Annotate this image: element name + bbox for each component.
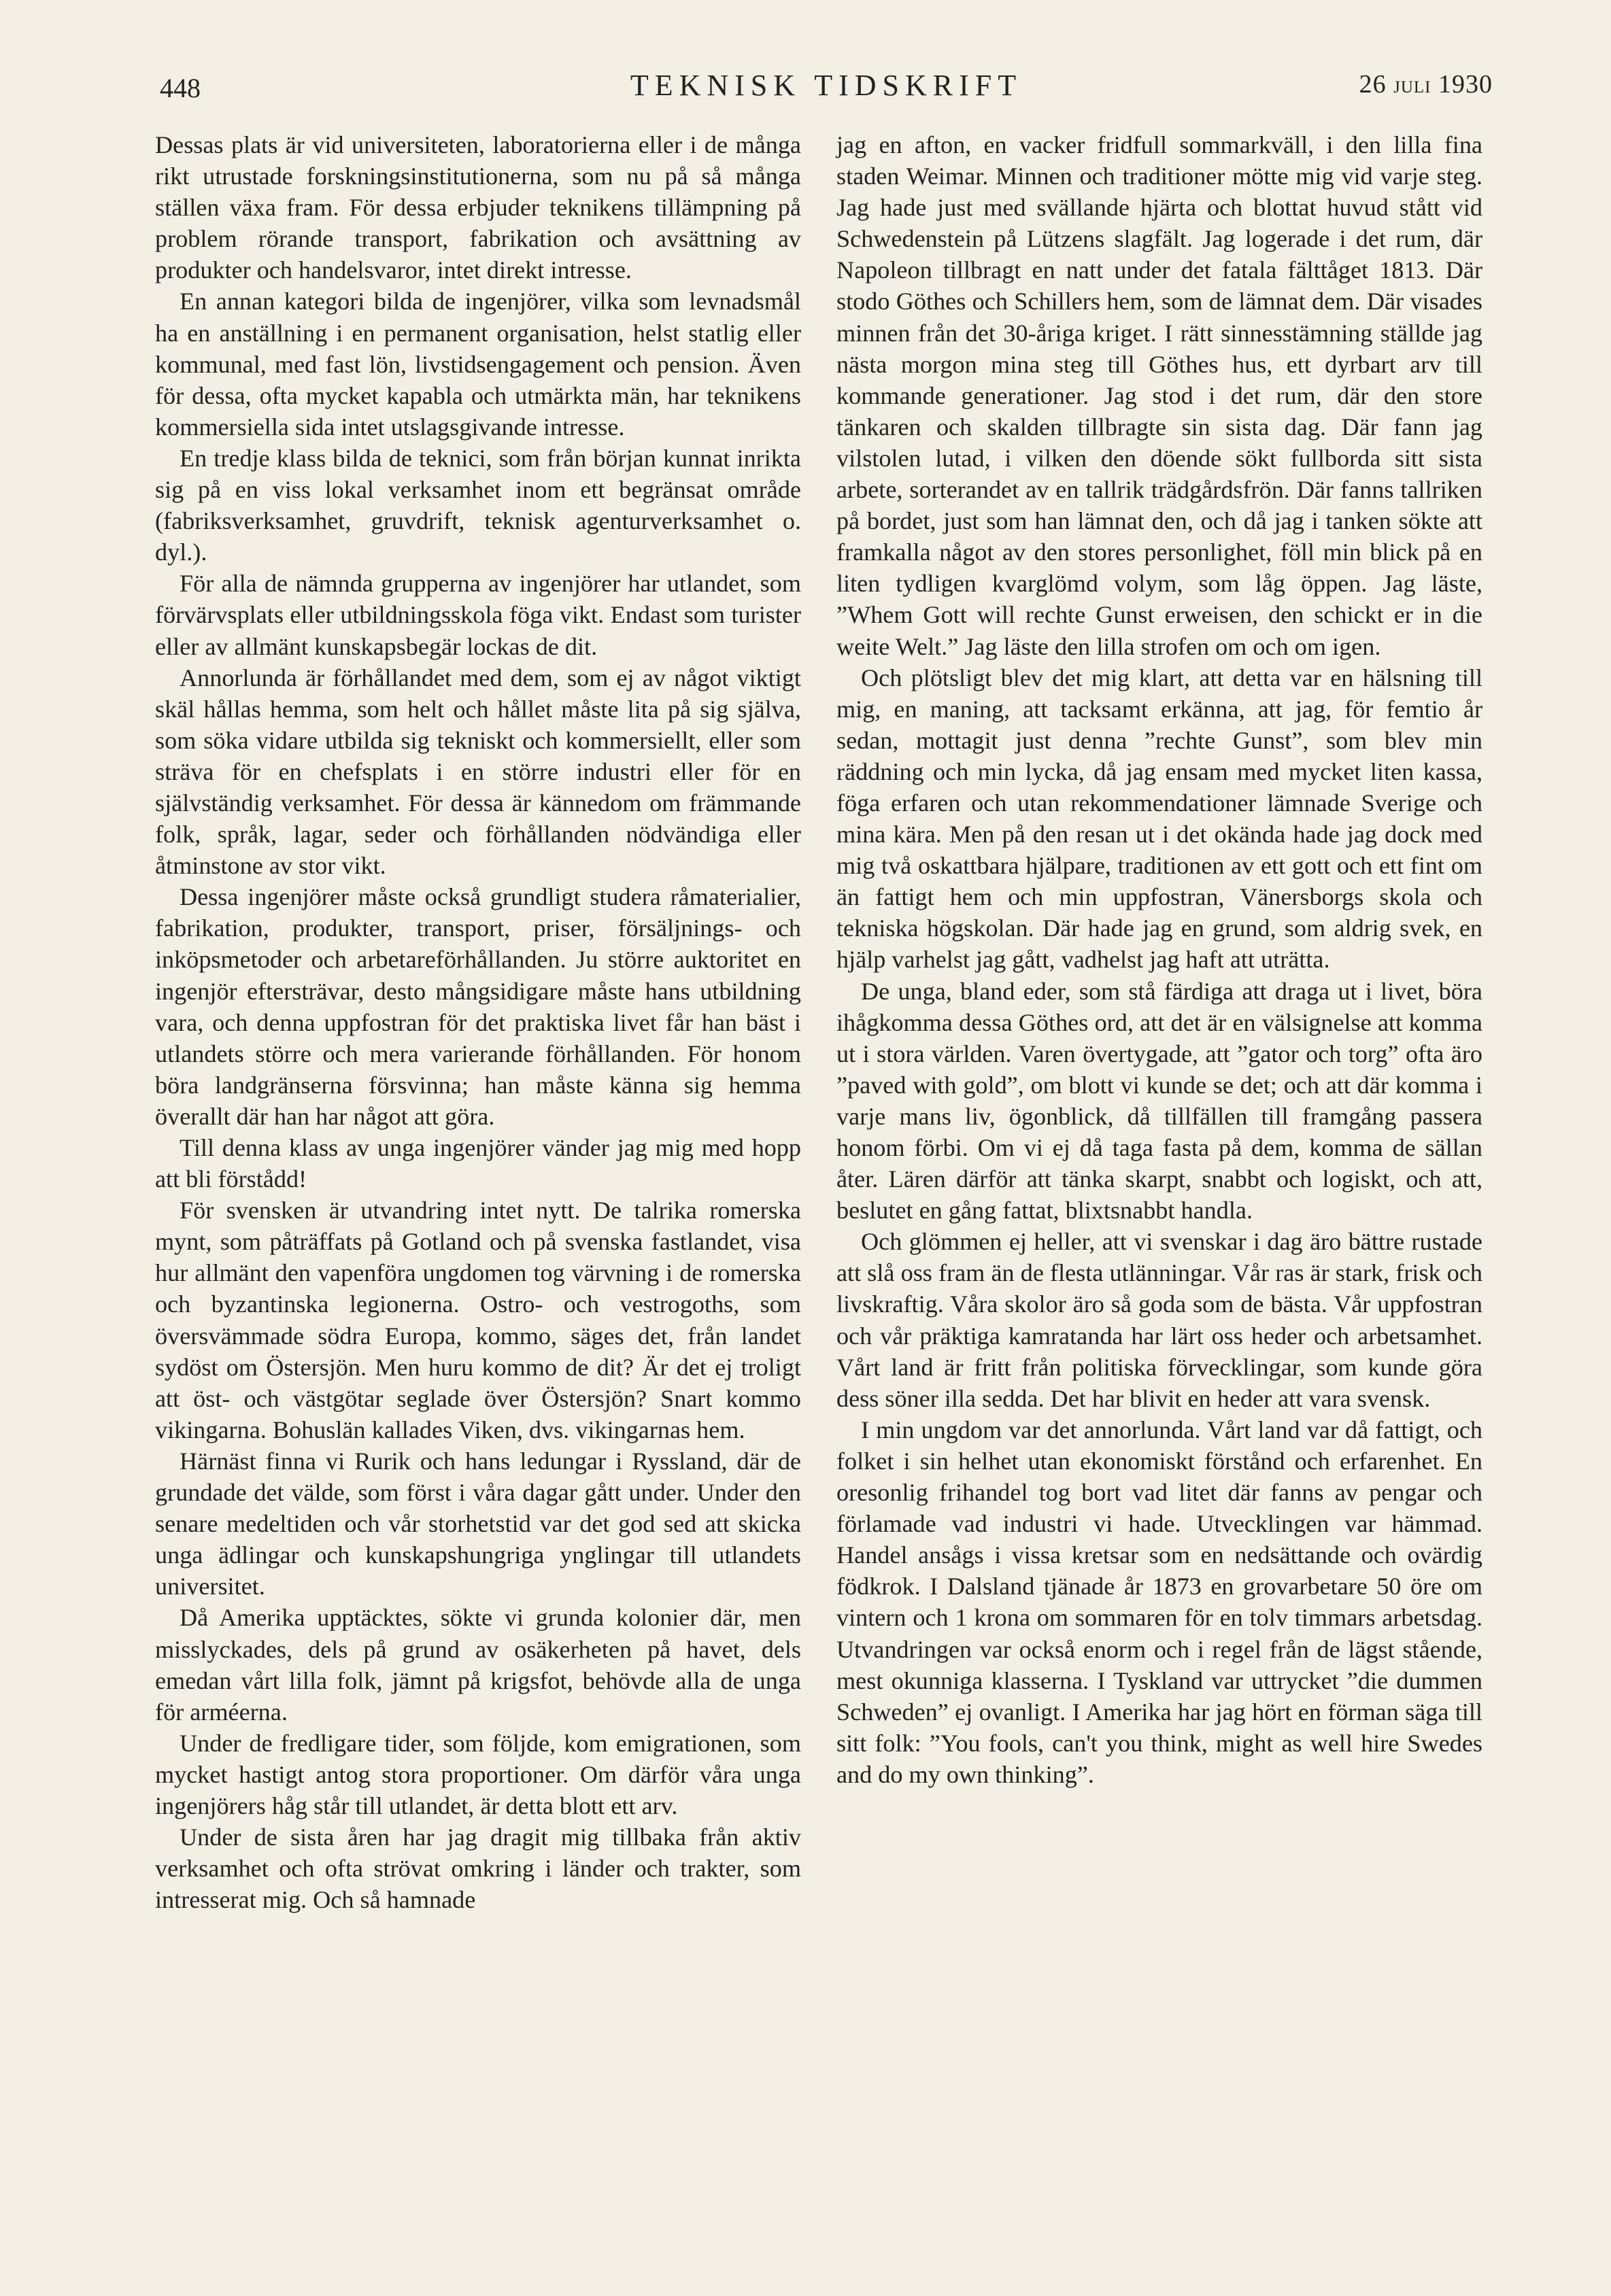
- paragraph: jag en afton, en vacker fridfull sommarkväll, i den lilla fina staden Weimar. Minnen och traditioner mötte mig vid varje steg. Jag hade just med svällande hjärta och blottat huvud stått vid Schwedenstein på Lützens slagfält. Jag logerade i det rum, där Napoleon tillbragt en natt under det fatala fälttåget 1813. Där stodo Göthes och Schillers hem, som de lämnat dem. Där visades minnen från det 30-åriga kriget. I rätt sinnesstämning ställde jag nästa morgon mina steg till Göthes hus, ett dyrbart arv till kommande generationer. Jag stod i det rum, där den store tänkaren och skalden tillbragte sin sista dag. Där fann jag vilstolen lutad, i vilken den döende sökt fullborda sitt sista arbete, sorterandet av en tallrik trädgårdsfrön. Där fanns tallriken på bordet, just som han lämnat den, och då jag i tanken sökte att framkalla något av den stores personlighet, föll min blick på en liten tydligen kvarglömd volym, som låg öppen. Jag läste, ”Whem Gott will rechte Gunst erweisen, den schickt er in die weite Welt.” Jag läste den lilla strofen om och om igen.: [836, 131, 1482, 660]
- paragraph: En tredje klass bilda de teknici, som från början kunnat inrikta sig på en viss lokal verksamhet inom ett begränsat område (fabriksverksamhet, gruvdrift, teknisk agenturverksamhet o. dyl.).: [155, 444, 801, 566]
- paragraph: Under de sista åren har jag dragit mig tillbaka från aktiv verksamhet och ofta strövat omkring i länder och trakter, som intresserat mig. Och så hamnade: [155, 1823, 801, 1914]
- paragraph: Dessa ingenjörer måste också grundligt studera råmaterialier, fabrikation, produkter, transport, priser, försäljnings- och inköpsmetoder och arbetareförhållanden. Ju större auktoritet en ingenjör eftersträvar, desto mångsidigare måste hans utbildning vara, och denna uppfostran för det praktiska livet får han bäst i utlandets större och mera varierande förhållanden. För honom böra landgränserna försvinna; han måste känna sig hemma överallt där han har något att göra.: [155, 883, 801, 1130]
- page-number: 448: [160, 73, 201, 103]
- paragraph: För svensken är utvandring intet nytt. De talrika romerska mynt, som påträffats på Gotland och på svenska fastlandet, visa hur allmänt den vapenföra ungdomen tog värvning i de romerska och byzantinska legionerna. Ostro- och vestrogoths, som översvämmade södra Europa, kommo, säges det, från landet sydöst om Östersjön. Men huru kommo de dit? Är det ej troligt att öst- och västgötar seglade över Östersjön? Snart kommo vikingarna. Bohuslän kallades Viken, dvs. vikingarnas hem.: [155, 1197, 801, 1443]
- left-column: [155, 129, 801, 1915]
- right-column: [836, 129, 1482, 1790]
- issue-date-year: 1930: [1438, 70, 1493, 99]
- paragraph: För alla de nämnda grupperna av ingenjörer har utlandet, som förvärvsplats eller utbildningsskola föga vikt. Endast som turister eller av allmänt kunskapsbegär lockas de dit.: [155, 570, 801, 660]
- issue-date-day: 26: [1359, 70, 1387, 99]
- paragraph: Dessas plats är vid universiteten, laboratorierna eller i de många rikt utrustade forskningsinstitutionerna, som nu på så många ställen växa fram. För dessa erbjuder teknikens tillämpning på problem rörande transport, fabrikation och avsättning av produkter och handelsvaror, intet direkt intresse.: [155, 131, 801, 284]
- paragraph: En annan kategori bilda de ingenjörer, vilka som levnadsmål ha en anställning i en permanent organisation, helst statlig eller kommunal, med fast lön, livstidsengagement och pension. Även för dessa, ofta mycket kapabla och utmärkta män, har teknikens kommersiella sida intet utslagsgivande intresse.: [155, 288, 801, 441]
- issue-date: [1359, 69, 1493, 99]
- page-header: [160, 68, 1493, 116]
- paragraph: Och glömmen ej heller, att vi svenskar i dag äro bättre rustade att slå oss fram än de flesta utlänningar. Vår ras är stark, frisk och livskraftig. Våra skolor äro så goda som de bästa. Vår uppfostran och vår präktiga kamratanda har lärt oss heder och arbetsamhet. Vårt land är fritt från politiska förvecklingar, som kunde göra dess söner illa sedda. Det har blivit en heder att vara svensk.: [836, 1228, 1482, 1412]
- issue-date-month: juli: [1393, 71, 1431, 98]
- paragraph: De unga, bland eder, som stå färdiga att draga ut i livet, böra ihågkomma dessa Göthes ord, att det är en välsignelse att komma ut i stora världen. Varen övertygade, att ”gator och torg” ofta äro ”paved with gold”, om blott vi kunde se det; och att där komma i varje mans liv, ögonblick, då tillfällen till framgång passera honom förbi. Om vi ej då taga fasta på dem, komma de sällan åter. Lären därför att tänka skarpt, snabbt och logiskt, och att, beslutet en gång fattat, blixtsnabbt handla.: [836, 977, 1482, 1224]
- paragraph: Annorlunda är förhållandet med dem, som ej av något viktigt skäl hållas hemma, som helt och hållet måste lita på sig själva, som söka vidare utbilda sig tekniskt och kommersiellt, eller som sträva för en chefsplats i en större industri eller för en självständig verksamhet. För dessa är kännedom om främmande folk, språk, lagar, seder och förhållanden nödvändiga eller åtminstone av stor vikt.: [155, 664, 801, 880]
- paragraph: Under de fredligare tider, som följde, kom emigrationen, som mycket hastigt antog stora proportioner. Om därför våra unga ingenjörers håg står till utlandet, är detta blott ett arv.: [155, 1729, 801, 1819]
- paragraph: Härnäst finna vi Rurik och hans ledungar i Ryssland, där de grundade det välde, som först i våra dagar gått under. Under den senare medeltiden och vår storhetstid var det god sed att skicka unga ädlingar och kunskapshungriga ynglingar till utlandets universitet.: [155, 1447, 801, 1600]
- paragraph: Då Amerika upptäcktes, sökte vi grunda kolonier där, men misslyckades, dels på grund av osäkerheten på havet, dels emedan vårt lilla folk, jämnt på krigsfot, behövde alla de unga för arméerna.: [155, 1604, 801, 1726]
- paragraph: Till denna klass av unga ingenjörer vänder jag mig med hopp att bli förstådd!: [155, 1134, 801, 1193]
- paragraph: I min ungdom var det annorlunda. Vårt land var då fattigt, och folket i sin helhet utan ekonomiskt förstånd och erfarenhet. En oresonlig frihandel tog bort vad litet där fanns av pengar och förlamade vad industri vi hade. Utvecklingen var hämmad. Handel ansågs i vissa kretsar som en nedsättande och ovärdig födkrok. I Dalsland tjänade år 1873 en grovarbetare 50 öre om vintern och 1 krona om sommaren för en tolv timmars arbetsdag. Utvandringen var också enorm och i regel från de lägst stående, mest okunniga klasserna. I Tyskland var uttrycket ”die dummen Schweden” ej ovanligt. I Amerika har jag hört en förman säga till sitt folk: ”You fools, can't you think, might as well hire Swedes and do my own thinking”.: [836, 1416, 1482, 1788]
- paragraph: Och plötsligt blev det mig klart, att detta var en hälsning till mig, en maning, att tacksamt erkänna, att jag, för femtio år sedan, mottagit just denna ”rechte Gunst”, som blev min räddning och min lycka, då jag ensam med mycket liten kassa, föga erfaren och utan rekommendationer lämnade Sverige och mina kära. Men på den resan ut i det okända hade jag dock med mig två oskattbara hjälpare, traditionen av ett gott och ett fint om än fattigt hem och min uppfostran, Vänersborgs skola och tekniska högskolan. Där hade jag en grund, som aldrig svek, en hjälp varhelst jag gått, vadhelst jag haft att uträtta.: [836, 664, 1482, 974]
- journal-title: TEKNISK TIDSKRIFT: [630, 69, 1023, 102]
